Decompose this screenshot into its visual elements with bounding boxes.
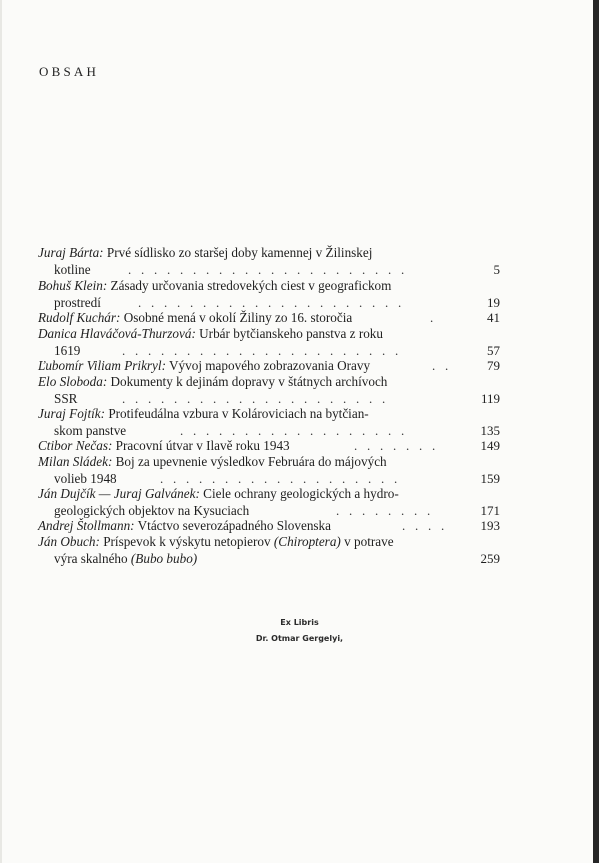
toc-title-taxon: (Bubo bubo) — [130, 550, 198, 566]
toc-leader-dots: . . . . . . . — [354, 438, 436, 453]
toc-title-continued: volieb 1948 — [54, 470, 117, 486]
toc-entry-barta[interactable] — [38, 245, 500, 278]
toc-author: Juraj Bárta: — [38, 245, 104, 260]
toc-title: Zásady určovania stredovekých ciest v geografickom — [110, 278, 392, 293]
toc-entry-fojtik[interactable] — [38, 406, 500, 439]
toc-leader-dots: . — [430, 310, 434, 325]
toc-leader-dots: . . . . . . . . — [336, 502, 431, 518]
toc-author: Ján Obuch: — [38, 534, 100, 549]
toc-title: Vývoj mapového zobrazovania Oravy — [169, 358, 371, 373]
page-edge-left — [0, 0, 2, 863]
ex-libris-stamp-line-1: Ex Libris — [280, 618, 319, 627]
toc-page-number: 259 — [480, 550, 500, 566]
toc-leader-dots: . . — [432, 358, 449, 373]
toc-page-number: 119 — [480, 390, 500, 406]
toc-page-number: 193 — [480, 518, 500, 533]
toc-author: Ctibor Nečas: — [38, 438, 113, 453]
toc-author: Ján Dujčík — Juraj Galvánek: — [38, 486, 200, 501]
toc-page-number: 19 — [487, 294, 500, 310]
toc-entry-obuch[interactable] — [38, 534, 500, 567]
toc-title: Dokumenty k dejinám dopravy v štátnych archívoch — [110, 374, 388, 389]
toc-page-number: 149 — [480, 438, 500, 453]
toc-title-continued: kotline — [54, 261, 91, 277]
toc-title: Protifeudálna vzbura v Kolároviciach na bytčian- — [108, 406, 369, 421]
toc-title-continued: prostredí — [54, 294, 101, 310]
toc-page-number: 41 — [487, 310, 500, 325]
toc-title-continued: SSR — [54, 390, 78, 406]
toc-leader-dots: . . . . . . . . . . . . . . . . . . . . . . — [128, 261, 405, 277]
toc-entry-stollmann[interactable] — [38, 518, 500, 535]
toc-title-taxon: (Chiroptera) — [273, 534, 341, 549]
toc-title-continued: skom panstve — [54, 422, 127, 438]
toc-author: Andrej Štollmann: — [38, 518, 135, 533]
toc-leader-dots: . . . . . . . . . . . . . . . . . . . . . — [138, 294, 402, 310]
ex-libris-stamp-line-2: Dr. Otmar Gergelyi, — [255, 634, 344, 643]
toc-page-number: 171 — [480, 502, 500, 518]
toc-entry-klein[interactable] — [38, 278, 500, 311]
toc-leader-dots: . . . . — [402, 518, 445, 533]
toc-page-number: 57 — [487, 342, 500, 358]
toc-entry-sloboda[interactable] — [38, 374, 500, 407]
toc-entry-dujcik-galvanek[interactable] — [38, 486, 500, 519]
toc-author: Rudolf Kuchár: — [38, 310, 121, 325]
page-edge-right — [593, 0, 599, 863]
toc-author: Ľubomír Viliam Prikryl: — [38, 358, 166, 373]
toc-page-number: 79 — [487, 358, 500, 373]
toc-author: Juraj Fojtík: — [38, 406, 106, 421]
toc-entry-sladek[interactable] — [38, 454, 500, 487]
toc-title-continued: 1619 — [54, 342, 81, 358]
toc-entry-necas[interactable] — [38, 438, 500, 455]
toc-title: Vtáctvo severozápadného Slovenska — [137, 518, 331, 533]
toc-title-continued: geologických objektov na Kysuciach — [54, 502, 250, 518]
toc-leader-dots: . . . . . . . . . . . . . . . . . . — [180, 422, 405, 438]
toc-leader-dots: . . . . . . . . . . . . . . . . . . . . . — [122, 390, 386, 406]
toc-author: Elo Sloboda: — [38, 374, 108, 389]
toc-title: Urbár bytčianskeho panstva z roku — [199, 326, 383, 341]
toc-leader-dots: . . . . . . . . . . . . . . . . . . . . . . — [122, 342, 399, 358]
toc-leader-dots: . . . . . . . . . . . . . . . . . . . — [160, 470, 398, 486]
toc-title: Prvé sídlisko zo staršej doby kamennej v Žilinskej — [106, 245, 373, 260]
toc-author: Bohuš Klein: — [38, 278, 108, 293]
toc-entry-prikryl[interactable] — [38, 358, 500, 375]
toc-title: Boj za upevnenie výsledkov Februára do májových — [115, 454, 387, 469]
toc-author: Milan Sládek: — [38, 454, 113, 469]
toc-title: Ciele ochrany geologických a hydro- — [203, 486, 399, 501]
toc-title: Príspevok k výskytu netopierov — [103, 534, 271, 549]
toc-page-number: 135 — [480, 422, 500, 438]
toc-title-continued: výra skalného — [54, 550, 128, 566]
toc-title: Osobné mená v okolí Žiliny zo 16. storočia — [123, 310, 353, 325]
toc-page-number: 159 — [480, 470, 500, 486]
toc-author: Danica Hlaváčová-Thurzová: — [38, 326, 196, 341]
toc-title: Pracovní útvar v Ilavě roku 1943 — [115, 438, 290, 453]
toc-entry-hlavacova-thurzova[interactable] — [38, 326, 500, 359]
toc-entry-kuchar[interactable] — [38, 310, 500, 327]
contents-heading: OBSAH — [39, 64, 100, 79]
toc-title: v potrave — [344, 534, 394, 549]
toc-page-number: 5 — [493, 261, 500, 277]
